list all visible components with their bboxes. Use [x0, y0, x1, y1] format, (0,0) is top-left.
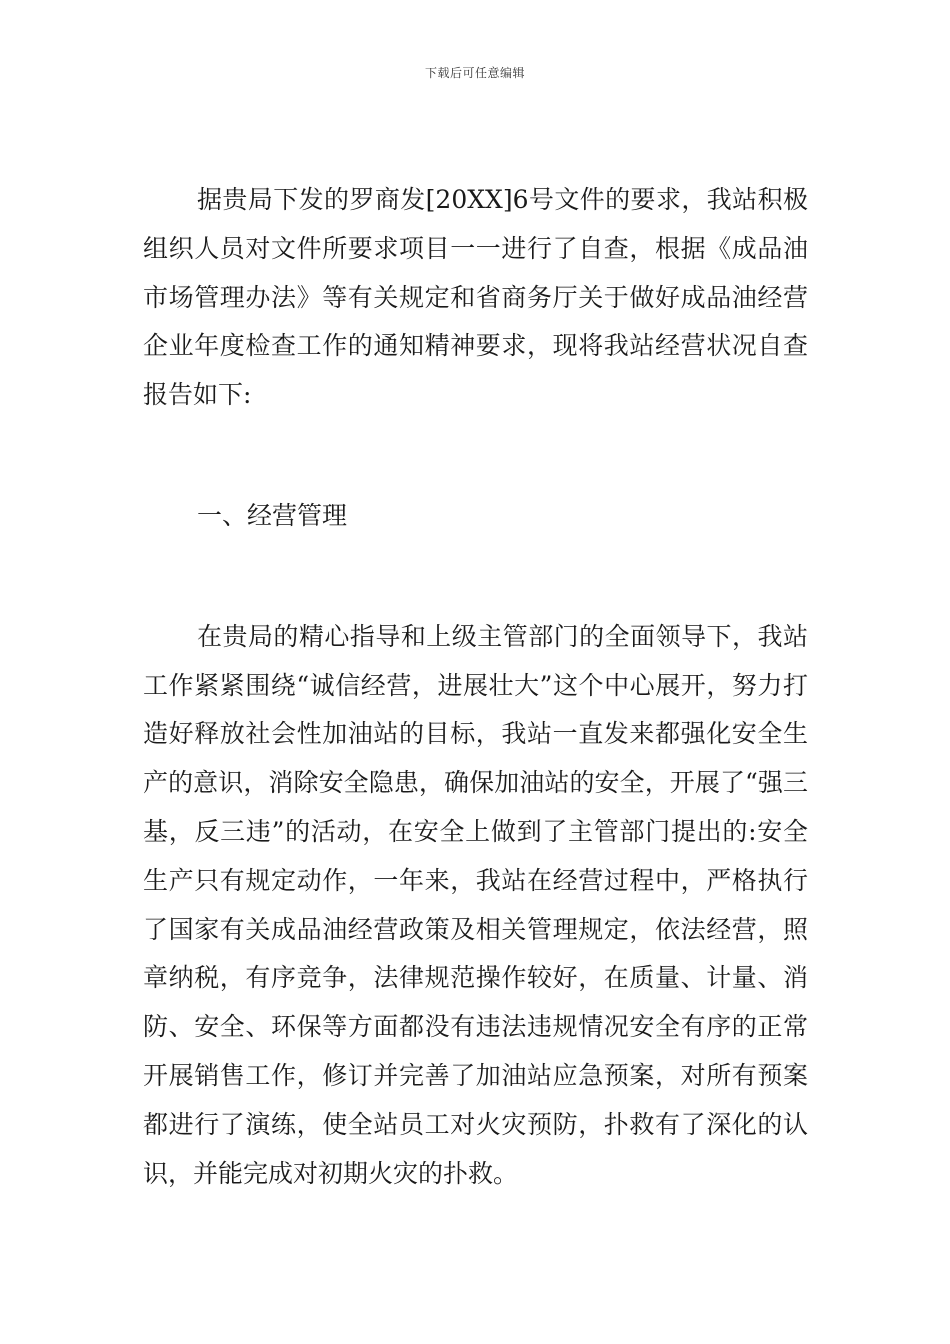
- section-paragraph: 在贵局的精心指导和上级主管部门的全面领导下，我站工作紧紧围绕“诚信经营，进展壮大”这个中心展开，努力打造好释放社会性加油站的目标，我站一直发来都强化安全生产的意识，消除安全隐患，确保加油站的安全，开展了“强三基，反三违”的活动，在安全上做到了主管部门提出的:安全生产只有规定动作，一年来，我站在经营过程中，严格执行了国家有关成品油经营政策及相关管理规定，依法经营，照章纳税，有序竞争，法律规范操作较好，在质量、计量、消防、安全、环保等方面都没有违法违规情况安全有序的正常开展销售工作，修订并完善了加油站应急预案，对所有预案都进行了演练，使全站员工对火灾预防，扑救有了深化的认识，并能完成对初期火灾的扑救。: [143, 621, 808, 1188]
- section-heading: 一、经营管理: [197, 500, 348, 530]
- header-note: 下载后可任意编辑: [424, 66, 525, 80]
- intro-paragraph: 据贵局下发的罗商发[20XX]6号文件的要求，我站积极组织人员对文件所要求项目一一进行了自查，根据《成品油市场管理办法》等有关规定和省商务厅关于做好成品油经营企业年度检查工作的通知精神要求，现将我站经营状况自查报告如下:: [143, 185, 808, 410]
- document-body: [143, 176, 808, 1198]
